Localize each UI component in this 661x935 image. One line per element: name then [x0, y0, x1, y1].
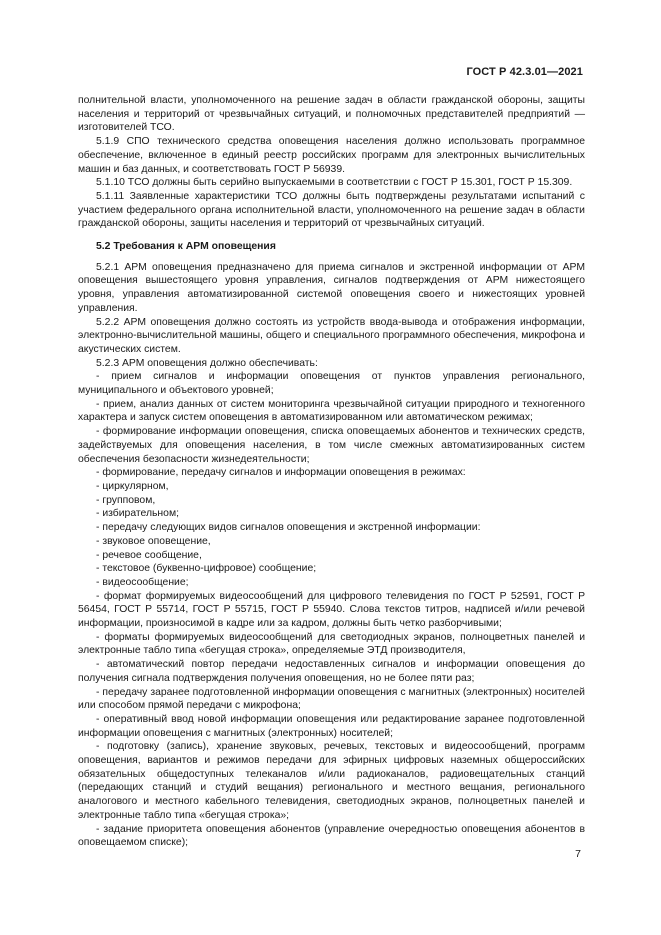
list-item: - формирование, передачу сигналов и информации оповещения в режимах:: [96, 467, 466, 479]
list-item: - автоматический повтор передачи недоставленных сигналов и информации оповещения до получения сигнала подтверждения получения оповещения, но не более пяти раз;: [78, 659, 585, 684]
list-item: - передачу следующих видов сигналов оповещения и экстренной информации:: [96, 522, 481, 534]
list-item: - текстовое (буквенно-цифровое) сообщение;: [96, 563, 317, 575]
list-item: - формирование информации оповещения, списка оповещаемых абонентов и технических средств, задействуемых для оповещения населения, в том числе смежных автоматизированных систем обеспечения безопасности жизнедеятельности;: [78, 426, 585, 465]
clause-5-2-3: 5.2.3 АРМ оповещения должно обеспечивать:: [96, 357, 318, 369]
document-body: [78, 94, 585, 850]
list-item: - групповом,: [96, 494, 156, 506]
list-item: - звуковое оповещение,: [96, 535, 211, 547]
list-item: - форматы формируемых видеосообщений для светодиодных экранов, полноцветных панелей и электронные табло типа «бегущая строка», определяемые ЭТД производителя,: [78, 631, 585, 657]
list-item: - циркулярном,: [96, 480, 169, 492]
clause-5-1-10: 5.1.10 ТСО должны быть серийно выпускаемыми в соответствии с ГОСТ Р 15.301, ГОСТ Р 15.309.: [96, 177, 573, 189]
section-heading: 5.2 Требования к АРМ оповещения: [96, 241, 276, 253]
continuation-paragraph: полнительной власти, уполномоченного на решение задач в области гражданской обороны, защиты населения и территорий от чрезвычайных ситуаций, и полномочных представителей предприятий — изготовителей ТСО.: [78, 95, 585, 134]
list-item: - передачу заранее подготовленной информации оповещения с магнитных (электронных) носителей или способом прямой передачи с микрофона;: [78, 686, 585, 712]
list-item: - формат формируемых видеосообщений для цифрового телевидения по ГОСТ Р 52591, ГОСТ Р 56454, ГОСТ Р 55714, ГОСТ Р 55715, ГОСТ Р 55940. Слова текстов титров, надписей и/или речевой информации, произносимой в кадре или за кадром, должны быть четко разборчивыми;: [78, 590, 585, 630]
list-item: - задание приоритета оповещения абонентов (управление очередностью оповещения абонентов в оповещаемом списке);: [78, 823, 585, 849]
list-item: - видеосообщение;: [96, 576, 189, 588]
list-item: - прием сигналов и информации оповещения от пунктов управления регионального, муниципального и объектового уровней;: [78, 371, 585, 397]
clause-5-1-9: 5.1.9 СПО технического средства оповещения населения должно использовать программное обеспечение, включенное в единый реестр российских программ для электронных вычислительных машин и баз данных, и соответствовать ГОСТ Р 56939.: [78, 136, 585, 175]
standard-designation: ГОСТ Р 42.3.01—2021: [466, 66, 583, 78]
list-item: - речевое сообщение,: [96, 549, 202, 561]
clause-5-1-11: 5.1.11 Заявленные характеристики ТСО должны быть подтверждены результатами испытаний с участием федерального органа исполнительной власти, уполномоченного на решение задач в области гражданской обороны, защиты населения и территорий от чрезвычайных ситуаций.: [78, 190, 585, 230]
list-item: - прием, анализ данных от систем мониторинга чрезвычайной ситуации природного и техногенного характера и запуск систем оповещения в автоматизированном или автоматическом режимах;: [78, 398, 585, 424]
page-number: 7: [575, 848, 581, 860]
list-item: - оперативный ввод новой информации оповещения или редактирование заранее подготовленной информации оповещения с магнитных (электронных) носителей;: [78, 713, 585, 739]
list-item: - подготовку (запись), хранение звуковых, речевых, текстовых и видеосообщений, программ оповещения, вариантов и режимов передачи для эфирных цифровых наземных общероссийских обязательных общедоступных телеканалов и/или радиоканалов, радиовещательных станций (передающих станций и студий вещания) регионального и местного вещания, регионального аналогового и местного кабельного телевидения, светодиодных экранов, полноцветных панелей и электронные табло типа «бегущая строка»;: [78, 741, 585, 821]
clause-5-2-2: 5.2.2 АРМ оповещения должно состоять из устройств ввода-вывода и отображения информации, электронно-вычислительной машины, общего и специального программного обеспечения, микрофона и акустических систем.: [78, 316, 585, 355]
clause-5-2-1: 5.2.1 АРМ оповещения предназначено для приема сигналов и экстренной информации от АРМ оповещения вышестоящего уровня управления, сигналов подтверждения от АРМ нижестоящего уровня, управления автоматизированной системой оповещения своего и нижестоящих уровней управления.: [78, 261, 585, 314]
list-item: - избирательном;: [96, 508, 179, 520]
